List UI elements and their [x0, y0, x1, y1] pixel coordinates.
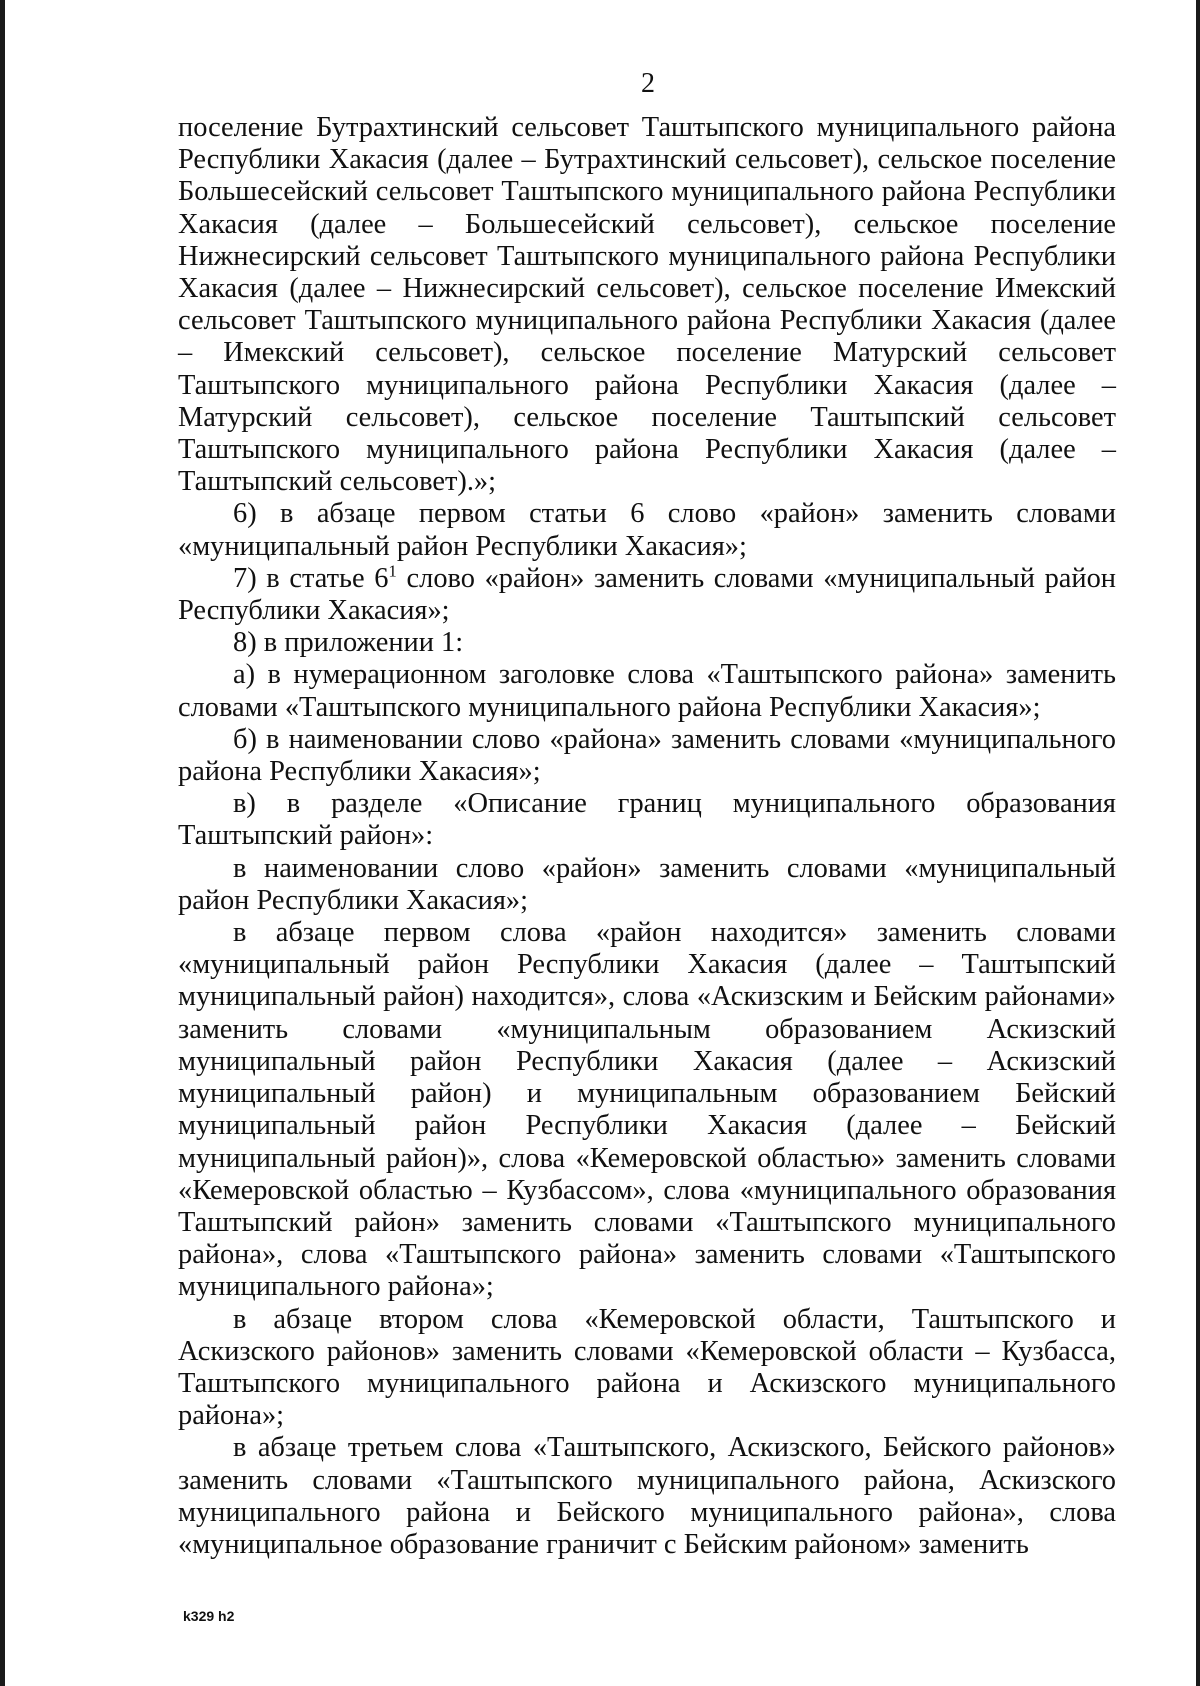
paragraph-item-6: 6) в абзаце первом статьи 6 слово «район» заменить словами «муниципальный район Республики Хакасия»; [178, 498, 1116, 562]
scan-left-edge [0, 0, 5, 1686]
document-footer-code: k329 h2 [183, 1608, 235, 1624]
paragraph-item-7 [178, 563, 1116, 627]
paragraph-subitem-v: в) в разделе «Описание границ муниципального образования Таштыпский район»: [178, 788, 1116, 852]
paragraph-subitem-b: б) в наименовании слово «района» заменить словами «муниципального района Республики Хакасия»; [178, 723, 1116, 788]
item-7-text-after: слово «район» заменить словами «муниципальный район Республики Хакасия»; [178, 562, 1116, 627]
paragraph-item-8: 8) в приложении 1: [233, 627, 464, 659]
item-7-superscript: 1 [388, 561, 397, 581]
item-7-text-before: 7) в статье 6 [233, 562, 389, 594]
paragraph-first-clause: в абзаце первом слова «район находится» заменить словами «муниципальный район Республики Хакасия (далее – Таштыпский муниципальный район) находится», слова «Аскизским и Бейским районами» заменить словами «муниципальным образованием Аскизский муниципальный район Республики Хакасия (далее – Аскизский муниципальный район) и муниципальным образованием Бейский муниципальный район Республики Хакасия (далее – Бейский муниципальный район)», слова «Кемеровской областью» заменить словами «Кемеровской областью – Кузбассом», слова «муниципального образования Таштыпский район» заменить словами «Таштыпского муниципального района», слова «Таштыпского района» заменить словами «Таштыпского муниципального района»; [178, 917, 1116, 1303]
paragraph-continuation: поселение Бутрахтинский сельсовет Таштыпского муниципального района Республики Хакасия (далее – Бутрахтинский сельсовет), сельское поселение Большесейский сельсовет Таштыпского муниципального района Республики Хакасия (далее – Большесейский сельсовет), сельское поселение Нижнесирский сельсовет Таштыпского муниципального района Республики Хакасия (далее – Нижнесирский сельсовет), сельское поселение Имекский сельсовет Таштыпского муниципального района Республики Хакасия (далее – Имекский сельсовет), сельское поселение Матурский сельсовет Таштыпского муниципального района Республики Хакасия (далее – Матурский сельсовет), сельское поселение Таштыпский сельсовет Таштыпского муниципального района Республики Хакасия (далее – Таштыпский сельсовет).»; [178, 112, 1116, 498]
paragraph-naming: в наименовании слово «район» заменить словами «муниципальный район Республики Хакасия»; [178, 852, 1116, 916]
document-body [178, 112, 1116, 1561]
paragraph-third-clause: в абзаце третьем слова «Таштыпского, Аскизского, Бейского районов» заменить словами «Таштыпского муниципального района, Аскизского муниципального района и Бейского муниципального района», слова «муниципальное образование граничит с Бейским районом» заменить [178, 1432, 1116, 1560]
paragraph-second-clause: в абзаце втором слова «Кемеровской области, Таштыпского и Аскизского районов» заменить словами «Кемеровской области – Кузбасса, Таштыпского муниципального района и Аскизского муниципального района»; [178, 1303, 1116, 1432]
paragraph-subitem-a: а) в нумерационном заголовке слова «Таштыпского района» заменить словами «Таштыпского муниципального района Республики Хакасия»; [178, 659, 1116, 723]
page-number: 2 [641, 68, 655, 99]
scan-right-edge [1196, 0, 1200, 1686]
